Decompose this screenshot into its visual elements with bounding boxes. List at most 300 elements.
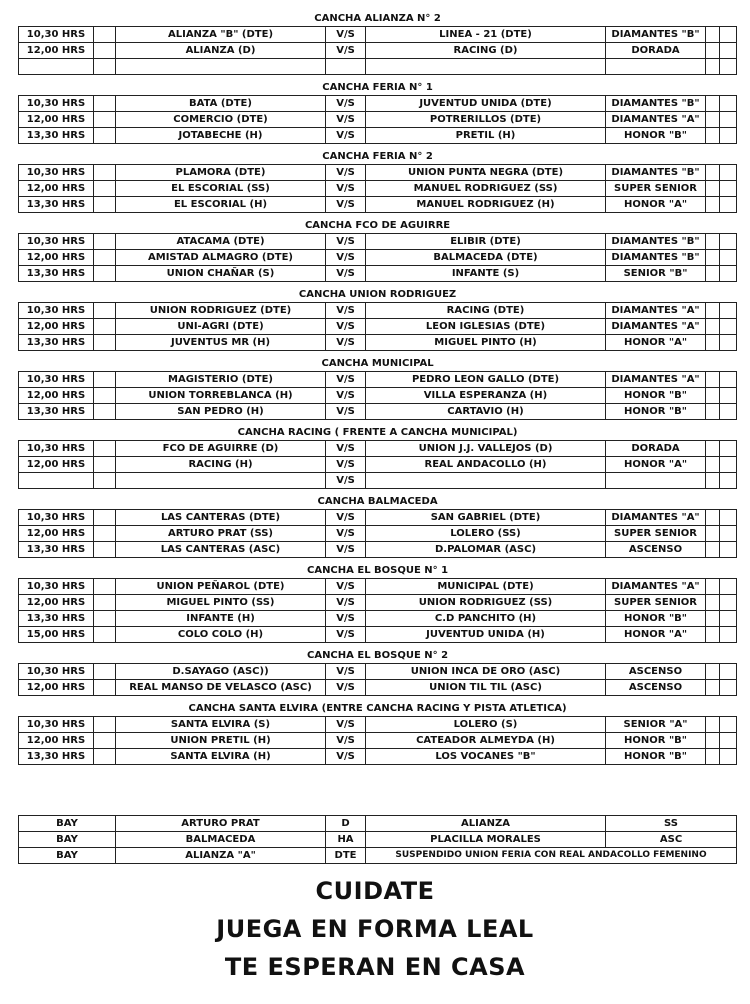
away-team: JUVENTUD UNIDA (H) [366, 627, 606, 643]
blank-cell [720, 526, 737, 542]
bay-team: ARTURO PRAT [116, 816, 326, 832]
blank-cell [720, 27, 737, 43]
blank-cell [94, 96, 116, 112]
home-team: REAL MANSO DE VELASCO (ASC) [116, 680, 326, 696]
blank-cell [706, 664, 720, 680]
blank-cell [94, 717, 116, 733]
blank-cell [94, 627, 116, 643]
match-row [19, 749, 737, 765]
match-category: HONOR "B" [606, 749, 706, 765]
match-category: SUPER SENIOR [606, 181, 706, 197]
venue-name: CANCHA ALIANZA N° 2 [19, 11, 737, 27]
versus-label: V/S [326, 128, 366, 144]
versus-label: V/S [326, 165, 366, 181]
versus-label [326, 59, 366, 75]
match-row [19, 27, 737, 43]
blank-cell [720, 717, 737, 733]
blank-cell [706, 611, 720, 627]
match-category: DIAMANTES "A" [606, 579, 706, 595]
versus-label: V/S [326, 733, 366, 749]
home-team: MIGUEL PINTO (SS) [116, 595, 326, 611]
match-category: DIAMANTES "A" [606, 510, 706, 526]
bay-note: SUSPENDIDO UNION FERIA CON REAL ANDACOLLO FEMENINO [366, 848, 737, 864]
bay-detail: ALIANZA [366, 816, 606, 832]
versus-label: V/S [326, 457, 366, 473]
venue-header-row [19, 701, 737, 717]
versus-label: V/S [326, 717, 366, 733]
blank-cell [706, 128, 720, 144]
match-row [19, 181, 737, 197]
home-team: SAN PEDRO (H) [116, 404, 326, 420]
home-team: RACING (H) [116, 457, 326, 473]
blank-cell [706, 404, 720, 420]
versus-label: V/S [326, 335, 366, 351]
match-row [19, 627, 737, 643]
match-row [19, 319, 737, 335]
match-row [19, 112, 737, 128]
blank-cell [720, 165, 737, 181]
blank-cell [94, 319, 116, 335]
blank-cell [94, 128, 116, 144]
blank-cell [706, 319, 720, 335]
versus-label: V/S [326, 112, 366, 128]
home-team: SANTA ELVIRA (S) [116, 717, 326, 733]
blank-cell [94, 112, 116, 128]
match-time: 12,00 HRS [19, 319, 94, 335]
away-team: MANUEL RODRIGUEZ (SS) [366, 181, 606, 197]
match-time: 12,00 HRS [19, 733, 94, 749]
venue-header-row [19, 356, 737, 372]
blank-cell [706, 579, 720, 595]
blank-cell [706, 165, 720, 181]
away-team: UNION J.J. VALLEJOS (D) [366, 441, 606, 457]
match-category: HONOR "A" [606, 197, 706, 213]
home-team: BATA (DTE) [116, 96, 326, 112]
versus-label: V/S [326, 510, 366, 526]
match-row [19, 473, 737, 489]
match-time: 13,30 HRS [19, 197, 94, 213]
blank-cell [94, 733, 116, 749]
away-team: ELIBIR (DTE) [366, 234, 606, 250]
match-time: 15,00 HRS [19, 627, 94, 643]
bay-table [18, 815, 737, 864]
venue-header-row [19, 218, 737, 234]
versus-label: V/S [326, 27, 366, 43]
away-team: MIGUEL PINTO (H) [366, 335, 606, 351]
blank-cell [720, 112, 737, 128]
versus-label: V/S [326, 473, 366, 489]
match-category: DIAMANTES "B" [606, 96, 706, 112]
match-row [19, 441, 737, 457]
home-team: AMISTAD ALMAGRO (DTE) [116, 250, 326, 266]
home-team: COMERCIO (DTE) [116, 112, 326, 128]
match-category: DIAMANTES "A" [606, 372, 706, 388]
blank-cell [706, 112, 720, 128]
venue-name: CANCHA SANTA ELVIRA (ENTRE CANCHA RACING Y PISTA ATLETICA) [19, 701, 737, 717]
home-team [116, 473, 326, 489]
match-category: DORADA [606, 441, 706, 457]
blank-cell [720, 372, 737, 388]
blank-cell [94, 27, 116, 43]
blank-cell [720, 680, 737, 696]
blank-cell [706, 542, 720, 558]
venue-header-row [19, 287, 737, 303]
home-team: EL ESCORIAL (H) [116, 197, 326, 213]
versus-label: V/S [326, 303, 366, 319]
footer-line-1: CUIDATE [315, 877, 435, 905]
blank-cell [706, 234, 720, 250]
away-team: POTRERILLOS (DTE) [366, 112, 606, 128]
home-team: MAGISTERIO (DTE) [116, 372, 326, 388]
blank-cell [706, 372, 720, 388]
match-time: 12,00 HRS [19, 595, 94, 611]
match-category: DIAMANTES "A" [606, 112, 706, 128]
away-team: LINEA - 21 (DTE) [366, 27, 606, 43]
bay-code: DTE [326, 848, 366, 864]
blank-cell [720, 457, 737, 473]
blank-cell [720, 542, 737, 558]
home-team: UNION PRETIL (H) [116, 733, 326, 749]
away-team: MUNICIPAL (DTE) [366, 579, 606, 595]
match-time: 12,00 HRS [19, 457, 94, 473]
blank-cell [720, 96, 737, 112]
blank-cell [720, 627, 737, 643]
away-team: RACING (D) [366, 43, 606, 59]
match-row [19, 733, 737, 749]
match-time: 10,30 HRS [19, 165, 94, 181]
bay-team: BALMACEDA [116, 832, 326, 848]
home-team: LAS CANTERAS (DTE) [116, 510, 326, 526]
versus-label: V/S [326, 43, 366, 59]
fixture-table [18, 11, 737, 765]
versus-label: V/S [326, 266, 366, 282]
blank-cell [94, 404, 116, 420]
blank-cell [94, 43, 116, 59]
match-row [19, 457, 737, 473]
match-row [19, 250, 737, 266]
away-team: UNION RODRIGUEZ (SS) [366, 595, 606, 611]
blank-cell [94, 749, 116, 765]
versus-label: V/S [326, 664, 366, 680]
blank-cell [706, 388, 720, 404]
versus-label: V/S [326, 197, 366, 213]
blank-cell [720, 664, 737, 680]
blank-cell [720, 388, 737, 404]
blank-cell [94, 579, 116, 595]
blank-cell [94, 473, 116, 489]
away-team: BALMACEDA (DTE) [366, 250, 606, 266]
blank-cell [94, 510, 116, 526]
match-category: HONOR "B" [606, 733, 706, 749]
versus-label: V/S [326, 96, 366, 112]
blank-cell [720, 181, 737, 197]
match-row [19, 197, 737, 213]
blank-cell [94, 59, 116, 75]
venue-name: CANCHA MUNICIPAL [19, 356, 737, 372]
match-time: 12,00 HRS [19, 388, 94, 404]
versus-label: V/S [326, 250, 366, 266]
blank-cell [706, 197, 720, 213]
match-row [19, 43, 737, 59]
blank-cell [706, 680, 720, 696]
versus-label: V/S [326, 372, 366, 388]
blank-cell [706, 96, 720, 112]
blank-cell [94, 441, 116, 457]
blank-cell [706, 266, 720, 282]
match-category: HONOR "B" [606, 128, 706, 144]
blank-cell [706, 27, 720, 43]
bay-row [19, 816, 737, 832]
blank-cell [706, 335, 720, 351]
blank-cell [94, 664, 116, 680]
blank-cell [94, 526, 116, 542]
venue-name: CANCHA UNION RODRIGUEZ [19, 287, 737, 303]
away-team: PEDRO LEON GALLO (DTE) [366, 372, 606, 388]
match-category: HONOR "A" [606, 627, 706, 643]
venue-name: CANCHA BALMACEDA [19, 494, 737, 510]
away-team: UNION INCA DE ORO (ASC) [366, 664, 606, 680]
venue-header-row [19, 149, 737, 165]
match-row [19, 526, 737, 542]
away-team: UNION TIL TIL (ASC) [366, 680, 606, 696]
home-team: ALIANZA "B" (DTE) [116, 27, 326, 43]
match-time [19, 59, 94, 75]
match-row [19, 579, 737, 595]
blank-cell [94, 611, 116, 627]
blank-cell [94, 250, 116, 266]
match-time: 10,30 HRS [19, 441, 94, 457]
match-time: 10,30 HRS [19, 27, 94, 43]
blank-cell [706, 181, 720, 197]
match-row [19, 595, 737, 611]
home-team: JOTABECHE (H) [116, 128, 326, 144]
venue-name: CANCHA EL BOSQUE N° 1 [19, 563, 737, 579]
match-row [19, 510, 737, 526]
match-time: 12,00 HRS [19, 250, 94, 266]
blank-cell [94, 595, 116, 611]
blank-cell [706, 749, 720, 765]
match-row [19, 611, 737, 627]
match-row [19, 234, 737, 250]
home-team: PLAMORA (DTE) [116, 165, 326, 181]
versus-label: V/S [326, 627, 366, 643]
venue-name: CANCHA EL BOSQUE N° 2 [19, 648, 737, 664]
home-team: UNI-AGRI (DTE) [116, 319, 326, 335]
match-category: DIAMANTES "A" [606, 319, 706, 335]
match-row [19, 59, 737, 75]
match-category: DORADA [606, 43, 706, 59]
match-category: DIAMANTES "B" [606, 27, 706, 43]
match-time: 10,30 HRS [19, 96, 94, 112]
match-row [19, 303, 737, 319]
venue-header-row [19, 11, 737, 27]
blank-cell [720, 250, 737, 266]
match-time: 12,00 HRS [19, 680, 94, 696]
match-time: 12,00 HRS [19, 43, 94, 59]
versus-label: V/S [326, 441, 366, 457]
blank-cell [94, 165, 116, 181]
blank-cell [720, 733, 737, 749]
home-team: D.SAYAGO (ASC)) [116, 664, 326, 680]
home-team: UNION TORREBLANCA (H) [116, 388, 326, 404]
away-team: SAN GABRIEL (DTE) [366, 510, 606, 526]
match-category: SENIOR "B" [606, 266, 706, 282]
away-team [366, 473, 606, 489]
match-category: SUPER SENIOR [606, 595, 706, 611]
blank-cell [720, 404, 737, 420]
blank-cell [94, 266, 116, 282]
blank-cell [94, 181, 116, 197]
match-row [19, 372, 737, 388]
match-row [19, 680, 737, 696]
away-team: D.PALOMAR (ASC) [366, 542, 606, 558]
home-team: INFANTE (H) [116, 611, 326, 627]
away-team: CARTAVIO (H) [366, 404, 606, 420]
match-time: 10,30 HRS [19, 234, 94, 250]
blank-cell [94, 542, 116, 558]
match-category: HONOR "B" [606, 611, 706, 627]
home-team: EL ESCORIAL (SS) [116, 181, 326, 197]
blank-cell [720, 473, 737, 489]
match-time: 10,30 HRS [19, 579, 94, 595]
blank-cell [720, 197, 737, 213]
match-category: ASCENSO [606, 664, 706, 680]
blank-cell [706, 250, 720, 266]
away-team: LOLERO (SS) [366, 526, 606, 542]
match-time: 13,30 HRS [19, 611, 94, 627]
blank-cell [94, 372, 116, 388]
blank-cell [720, 335, 737, 351]
venue-header-row [19, 494, 737, 510]
blank-cell [706, 526, 720, 542]
home-team: LAS CANTERAS (ASC) [116, 542, 326, 558]
bay-category: SS [606, 816, 737, 832]
home-team: JUVENTUS MR (H) [116, 335, 326, 351]
match-category [606, 59, 706, 75]
home-team: ATACAMA (DTE) [116, 234, 326, 250]
versus-label: V/S [326, 404, 366, 420]
home-team: UNION CHAÑAR (S) [116, 266, 326, 282]
home-team: UNION PEÑAROL (DTE) [116, 579, 326, 595]
match-time: 10,30 HRS [19, 303, 94, 319]
match-category: DIAMANTES "B" [606, 250, 706, 266]
versus-label: V/S [326, 579, 366, 595]
match-time: 13,30 HRS [19, 542, 94, 558]
blank-cell [720, 510, 737, 526]
venue-name: CANCHA FERIA N° 1 [19, 80, 737, 96]
blank-cell [94, 197, 116, 213]
footer-line-2: JUEGA EN FORMA LEAL [216, 915, 534, 943]
blank-cell [94, 234, 116, 250]
away-team: LOS VOCANES "B" [366, 749, 606, 765]
match-row [19, 165, 737, 181]
blank-cell [94, 680, 116, 696]
match-row [19, 96, 737, 112]
footer-message [0, 872, 750, 986]
versus-label: V/S [326, 680, 366, 696]
venue-name: CANCHA FERIA N° 2 [19, 149, 737, 165]
versus-label: V/S [326, 526, 366, 542]
versus-label: V/S [326, 749, 366, 765]
bay-row [19, 848, 737, 864]
match-time: 13,30 HRS [19, 128, 94, 144]
match-time: 13,30 HRS [19, 335, 94, 351]
venue-header-row [19, 563, 737, 579]
match-time: 13,30 HRS [19, 749, 94, 765]
away-team: RACING (DTE) [366, 303, 606, 319]
match-row [19, 542, 737, 558]
match-time: 12,00 HRS [19, 112, 94, 128]
bay-code: HA [326, 832, 366, 848]
versus-label: V/S [326, 388, 366, 404]
away-team: MANUEL RODRIGUEZ (H) [366, 197, 606, 213]
match-time: 10,30 HRS [19, 372, 94, 388]
away-team: C.D PANCHITO (H) [366, 611, 606, 627]
venue-header-row [19, 425, 737, 441]
match-row [19, 335, 737, 351]
blank-cell [706, 510, 720, 526]
away-team: JUVENTUD UNIDA (DTE) [366, 96, 606, 112]
match-category: HONOR "B" [606, 404, 706, 420]
versus-label: V/S [326, 181, 366, 197]
blank-cell [706, 717, 720, 733]
away-team: UNION PUNTA NEGRA (DTE) [366, 165, 606, 181]
blank-cell [706, 43, 720, 59]
away-team: VILLA ESPERANZA (H) [366, 388, 606, 404]
away-team: REAL ANDACOLLO (H) [366, 457, 606, 473]
blank-cell [720, 749, 737, 765]
away-team: INFANTE (S) [366, 266, 606, 282]
blank-cell [94, 303, 116, 319]
versus-label: V/S [326, 542, 366, 558]
away-team: LOLERO (S) [366, 717, 606, 733]
home-team: COLO COLO (H) [116, 627, 326, 643]
blank-cell [706, 595, 720, 611]
match-category: DIAMANTES "B" [606, 165, 706, 181]
bay-detail: PLACILLA MORALES [366, 832, 606, 848]
match-row [19, 388, 737, 404]
match-row [19, 717, 737, 733]
home-team: SANTA ELVIRA (H) [116, 749, 326, 765]
match-category [606, 473, 706, 489]
blank-cell [94, 388, 116, 404]
match-category: HONOR "A" [606, 335, 706, 351]
bay-category: ASC [606, 832, 737, 848]
blank-cell [720, 579, 737, 595]
bay-label: BAY [19, 816, 116, 832]
away-team: LEON IGLESIAS (DTE) [366, 319, 606, 335]
versus-label: V/S [326, 611, 366, 627]
match-time: 10,30 HRS [19, 717, 94, 733]
versus-label: V/S [326, 595, 366, 611]
blank-cell [720, 441, 737, 457]
match-time [19, 473, 94, 489]
away-team [366, 59, 606, 75]
venue-name: CANCHA FCO DE AGUIRRE [19, 218, 737, 234]
match-category: DIAMANTES "A" [606, 303, 706, 319]
blank-cell [720, 234, 737, 250]
match-row [19, 664, 737, 680]
bay-row [19, 832, 737, 848]
away-team: PRETIL (H) [366, 128, 606, 144]
home-team: UNION RODRIGUEZ (DTE) [116, 303, 326, 319]
home-team: ALIANZA (D) [116, 43, 326, 59]
home-team: ARTURO PRAT (SS) [116, 526, 326, 542]
match-category: SUPER SENIOR [606, 526, 706, 542]
match-category: DIAMANTES "B" [606, 234, 706, 250]
bay-label: BAY [19, 848, 116, 864]
blank-cell [720, 319, 737, 335]
